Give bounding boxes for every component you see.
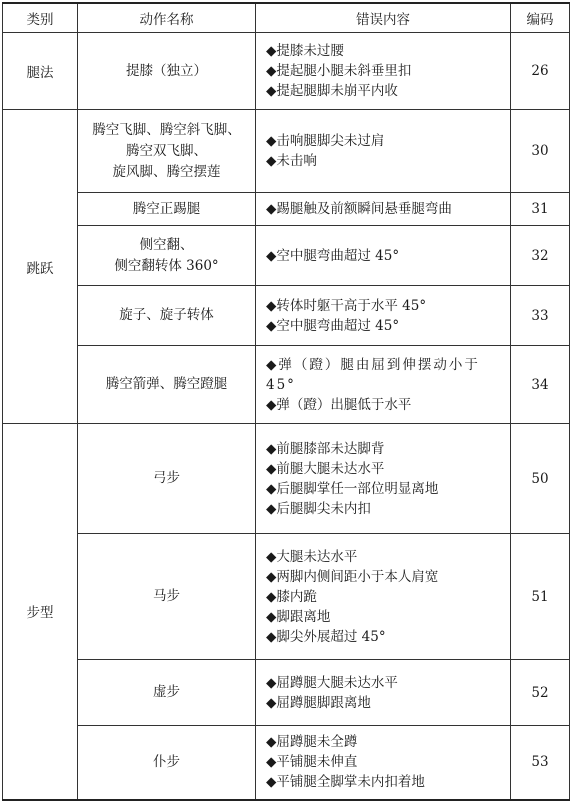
table-row xyxy=(3,193,570,226)
error-text: 击响腿脚尖未过肩 xyxy=(276,133,385,149)
action-name-cell xyxy=(78,424,256,534)
error-item xyxy=(266,81,502,101)
action-name-line: 弓步 xyxy=(153,470,180,486)
action-name-line: 马步 xyxy=(153,588,180,604)
error-item xyxy=(266,199,502,219)
diamond-bullet-icon: ◆ xyxy=(266,247,277,264)
error-content-cell xyxy=(256,226,511,286)
category-cell: 腿法 xyxy=(3,33,78,110)
error-item xyxy=(266,41,502,61)
error-text: 屈蹲腿脚跟离地 xyxy=(276,694,371,711)
action-name-line: 侧空翻、 xyxy=(139,236,194,253)
error-text: 脚尖外展超过 45° xyxy=(276,628,386,645)
error-text: 踢腿触及前额瞬间悬垂腿弯曲 xyxy=(276,201,452,217)
diamond-bullet-icon: ◆ xyxy=(266,133,277,149)
code-cell: 50 xyxy=(511,424,570,534)
error-item xyxy=(266,607,502,627)
error-text: 两脚内侧间距小于本人肩宽 xyxy=(276,568,439,585)
error-item xyxy=(266,151,502,171)
error-text: 空中腿弯曲超过 45° xyxy=(276,247,400,264)
error-content-cell xyxy=(256,726,511,800)
error-item xyxy=(266,395,502,415)
error-text: 后腿脚尖未内扣 xyxy=(276,500,371,517)
diamond-bullet-icon: ◆ xyxy=(266,356,279,373)
error-text: 屈蹲腿未全蹲 xyxy=(276,734,358,751)
code-cell: 53 xyxy=(511,726,570,800)
error-item xyxy=(266,459,502,479)
header-code: 编码 xyxy=(511,3,570,33)
table-row xyxy=(3,424,570,534)
diamond-bullet-icon: ◆ xyxy=(266,317,277,334)
error-text: 提膝未过腰 xyxy=(276,43,344,59)
error-item xyxy=(266,439,502,459)
error-content-cell xyxy=(256,424,511,534)
diamond-bullet-icon: ◆ xyxy=(266,674,277,691)
diamond-bullet-icon: ◆ xyxy=(266,480,277,497)
header-row xyxy=(3,3,570,33)
error-text: 前腿膝部未达脚背 xyxy=(276,440,385,457)
error-item xyxy=(266,627,502,647)
table-row xyxy=(3,660,570,726)
diamond-bullet-icon: ◆ xyxy=(266,568,277,585)
error-item xyxy=(266,499,502,519)
header-error-content: 错误内容 xyxy=(256,3,511,33)
diamond-bullet-icon: ◆ xyxy=(266,83,277,99)
error-text: 弹（蹬）出腿低于水平 xyxy=(276,396,412,413)
header-category: 类别 xyxy=(3,3,78,33)
error-text: 未击响 xyxy=(276,153,317,169)
error-content-cell xyxy=(256,286,511,346)
action-name-line: 虚步 xyxy=(153,684,180,700)
diamond-bullet-icon: ◆ xyxy=(266,460,277,477)
code-cell: 33 xyxy=(511,286,570,346)
code-cell: 51 xyxy=(511,534,570,660)
error-text: 后腿脚掌任一部位明显离地 xyxy=(276,480,439,497)
table-body xyxy=(3,33,570,800)
error-item xyxy=(266,673,502,693)
diamond-bullet-icon: ◆ xyxy=(266,754,277,771)
diamond-bullet-icon: ◆ xyxy=(266,63,277,79)
action-name-cell xyxy=(78,286,256,346)
error-text: 转体时躯干高于水平 45° xyxy=(276,297,427,314)
action-name-line: 旋风脚、腾空摆莲 xyxy=(112,163,221,180)
diamond-bullet-icon: ◆ xyxy=(266,43,277,59)
error-text: 弹（蹬）腿由屈到伸摆动小于 45° xyxy=(266,356,480,393)
action-name-cell xyxy=(78,193,256,226)
action-name-line: 腾空飞脚、腾空斜飞脚、 xyxy=(92,121,241,138)
table-row xyxy=(3,33,570,110)
error-item xyxy=(266,131,502,151)
action-name-line: 侧空翻转体 360° xyxy=(114,257,219,274)
code-cell: 26 xyxy=(511,33,570,110)
diamond-bullet-icon: ◆ xyxy=(266,201,277,217)
category-cell: 步型 xyxy=(3,424,78,800)
error-content-cell xyxy=(256,110,511,193)
code-cell: 31 xyxy=(511,193,570,226)
error-item xyxy=(266,246,502,266)
error-text: 前腿大腿未达水平 xyxy=(276,460,385,477)
diamond-bullet-icon: ◆ xyxy=(266,297,277,314)
error-content-cell xyxy=(256,346,511,424)
code-cell: 34 xyxy=(511,346,570,424)
action-name-cell xyxy=(78,726,256,800)
error-item xyxy=(266,355,502,395)
error-content-cell xyxy=(256,660,511,726)
diamond-bullet-icon: ◆ xyxy=(266,628,277,645)
diamond-bullet-icon: ◆ xyxy=(266,694,277,711)
table-row xyxy=(3,226,570,286)
error-item xyxy=(266,567,502,587)
code-cell: 32 xyxy=(511,226,570,286)
diamond-bullet-icon: ◆ xyxy=(266,548,277,565)
error-text: 膝内跪 xyxy=(276,588,317,605)
error-item xyxy=(266,547,502,567)
action-name-line: 腾空箭弹、腾空蹬腿 xyxy=(105,376,228,392)
error-item xyxy=(266,772,502,792)
error-text: 大腿未达水平 xyxy=(276,548,358,565)
action-name-line: 腾空双飞脚、 xyxy=(126,142,207,159)
action-name-line: 旋子、旋子转体 xyxy=(119,307,214,323)
error-content-cell xyxy=(256,33,511,110)
error-item xyxy=(266,732,502,752)
table-row xyxy=(3,286,570,346)
diamond-bullet-icon: ◆ xyxy=(266,153,277,169)
diamond-bullet-icon: ◆ xyxy=(266,588,277,605)
error-text: 屈蹲腿大腿未达水平 xyxy=(276,674,398,691)
action-name-cell xyxy=(78,660,256,726)
action-name-cell xyxy=(78,33,256,110)
action-name-cell xyxy=(78,110,256,193)
diamond-bullet-icon: ◆ xyxy=(266,734,277,751)
error-item xyxy=(266,479,502,499)
header-action-name: 动作名称 xyxy=(78,3,256,33)
error-text: 平铺腿未伸直 xyxy=(276,754,358,771)
code-cell: 52 xyxy=(511,660,570,726)
category-cell: 跳跃 xyxy=(3,110,78,424)
action-name-line: 仆步 xyxy=(153,753,180,770)
error-text: 空中腿弯曲超过 45° xyxy=(276,317,400,334)
error-table xyxy=(2,2,570,801)
error-item xyxy=(266,296,502,316)
error-content-cell xyxy=(256,534,511,660)
table-row xyxy=(3,346,570,424)
error-content-cell xyxy=(256,193,511,226)
diamond-bullet-icon: ◆ xyxy=(266,608,277,625)
action-name-line: 腾空正踢腿 xyxy=(132,200,201,217)
table-row xyxy=(3,726,570,800)
diamond-bullet-icon: ◆ xyxy=(266,774,277,791)
action-name-cell xyxy=(78,346,256,424)
table-row xyxy=(3,110,570,193)
diamond-bullet-icon: ◆ xyxy=(266,396,277,413)
error-item xyxy=(266,61,502,81)
action-name-line: 提膝（独立） xyxy=(126,62,207,79)
error-text: 平铺腿全脚掌未内扣着地 xyxy=(276,774,425,791)
diamond-bullet-icon: ◆ xyxy=(266,440,277,457)
action-name-cell xyxy=(78,226,256,286)
error-text: 脚跟离地 xyxy=(276,608,331,625)
code-cell: 30 xyxy=(511,110,570,193)
error-text: 提起腿小腿未斜垂里扣 xyxy=(276,63,412,79)
error-item xyxy=(266,752,502,772)
table-row xyxy=(3,534,570,660)
error-item xyxy=(266,693,502,713)
error-text: 提起腿脚未崩平内收 xyxy=(276,83,398,99)
error-item xyxy=(266,316,502,336)
error-item xyxy=(266,587,502,607)
action-name-cell xyxy=(78,534,256,660)
diamond-bullet-icon: ◆ xyxy=(266,500,277,517)
